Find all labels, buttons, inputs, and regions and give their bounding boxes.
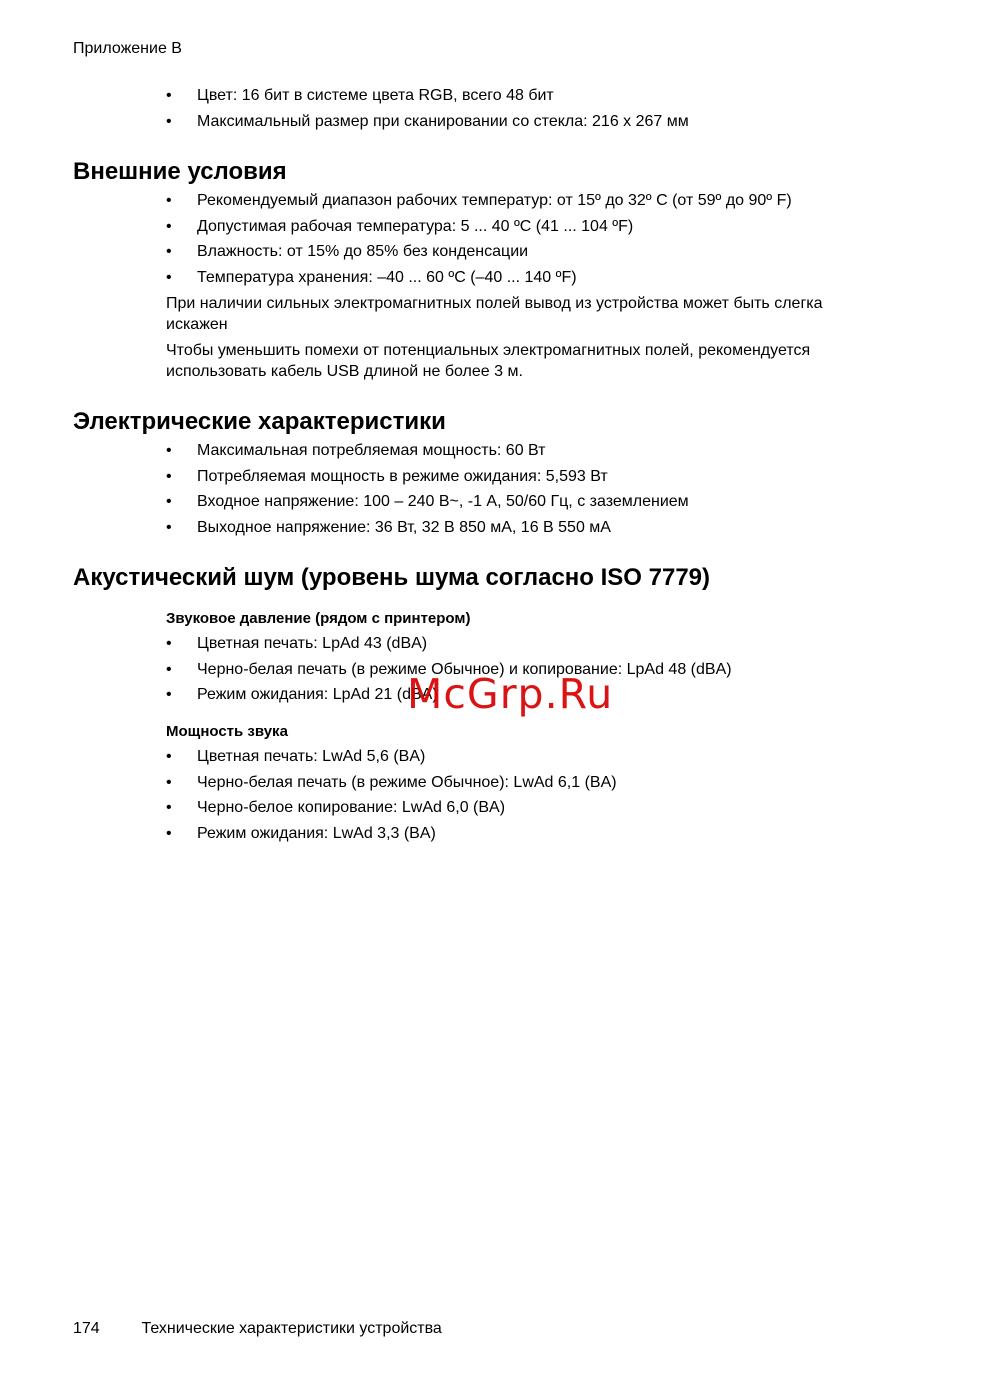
list-item: • Входное напряжение: 100 – 240 В~, -1 A, 50/60 Гц, с заземлением	[166, 493, 1000, 511]
environment-note-2: Чтобы уменьшить помехи от потенциальных электромагнитных полей, рекомендуется использовать кабель USB длиной не более 3 м.	[166, 342, 811, 380]
sound-pressure-title: Звуковое давление (рядом с принтером)	[166, 610, 471, 627]
list-item: • Рекомендуемый диапазон рабочих температур: от 15º до 32º C (от 59º до 90º F)	[166, 192, 1000, 210]
list-item: • Потребляемая мощность в режиме ожидания: 5,593 Вт	[166, 468, 1000, 486]
list-item: • Черно-белая печать (в режиме Обычное): LwAd 6,1 (BA)	[166, 774, 1000, 792]
section-heading-acoustic: Акустический шум (уровень шума согласно ISO 7779)	[73, 564, 711, 591]
list-item: • Черно-белое копирование: LwAd 6,0 (BA)	[166, 799, 1000, 817]
list-item: • Цветная печать: LpAd 43 (dBA)	[166, 635, 1000, 653]
list-item: • Режим ожидания: LwAd 3,3 (BA)	[166, 825, 1000, 843]
top-spec-list	[73, 87, 1000, 138]
electrical-list	[73, 442, 1000, 545]
list-item: • Температура хранения: –40 ... 60 ºC (–40 ... 140 ºF)	[166, 269, 1000, 287]
watermark: McGrp.Ru	[407, 670, 614, 718]
list-item: • Цвет: 16 бит в системе цвета RGB, всего 48 бит	[166, 87, 1000, 105]
environment-list	[73, 192, 1000, 295]
section-heading-electrical: Электрические характеристики	[73, 408, 446, 435]
list-item: • Цветная печать: LwAd 5,6 (BA)	[166, 748, 1000, 766]
page-number: 174	[73, 1320, 100, 1337]
list-item: • Влажность: от 15% до 85% без конденсации	[166, 243, 1000, 261]
environment-note-1: При наличии сильных электромагнитных полей вывод из устройства может быть слегка искажен	[166, 295, 823, 333]
sound-power-list	[73, 748, 1000, 851]
list-item: • Режим ожидания: LpAd 21 (dBA)	[166, 686, 1000, 704]
list-item: • Максимальный размер при сканировании со стекла: 216 x 267 мм	[166, 113, 1000, 131]
footer-title: Технические характеристики устройства	[141, 1320, 442, 1337]
list-item: • Черно-белая печать (в режиме Обычное) и копирование: LpAd 48 (dBA)	[166, 661, 1000, 679]
list-item: • Выходное напряжение: 36 Вт, 32 В 850 мА, 16 В 550 мА	[166, 519, 1000, 537]
section-heading-environment: Внешние условия	[73, 158, 287, 185]
list-item: • Допустимая рабочая температура: 5 ... 40 ºC (41 ... 104 ºF)	[166, 218, 1000, 236]
sound-power-title: Мощность звука	[166, 723, 288, 740]
page-header: Приложение B	[73, 40, 182, 57]
page-footer	[73, 1320, 442, 1338]
list-item: • Максимальная потребляемая мощность: 60 Вт	[166, 442, 1000, 460]
